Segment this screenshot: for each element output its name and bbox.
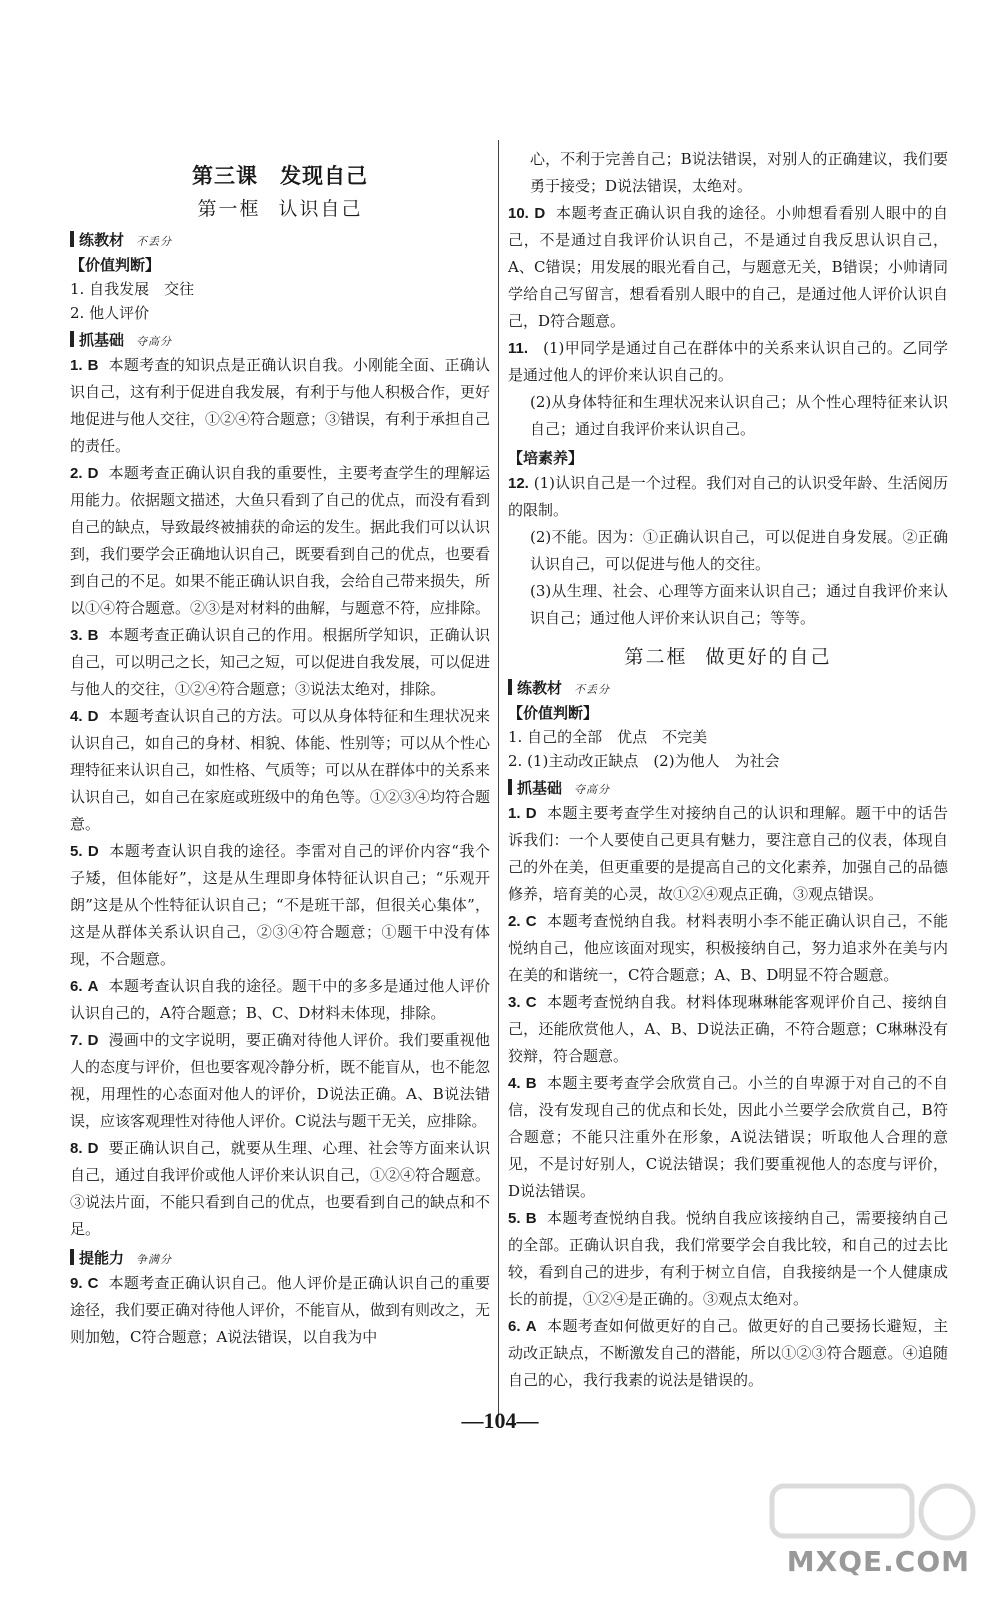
frame-1-items: [70, 352, 490, 1243]
answer-item: [508, 335, 948, 389]
answer-item: [508, 989, 948, 1070]
item-11-part-2: (2)从身体特征和生理状况来认识自己；从个性心理特征来认识自己；通过自我评价来认识自己。: [530, 393, 948, 438]
section-zhuajichu: [70, 329, 490, 350]
item-number: 3.: [508, 994, 521, 1011]
section-label: 练教材: [79, 231, 125, 249]
section-sub: 不丢分: [574, 683, 611, 696]
item-number: 4.: [70, 708, 83, 725]
frame-1-text: 认识自己: [278, 198, 363, 220]
item-number: 8.: [70, 1140, 83, 1157]
answer-item: [70, 1135, 490, 1243]
item-explanation: 要正确认识自己，就要从生理、心理、社会等方面来认识自己，通过自我评价或他人评价来认识自己，①②④符合题意。③说法片面，不能只看到自己的优点，也要看到自己的缺点和不足。: [70, 1139, 491, 1238]
item-explanation: 本题考查的知识点是正确认识自我。小刚能全面、正确认识自己，这有利于促进自我发展，有利于与他人积极合作，更好地促进与他人交往，①②④符合题意；③错误，有利于承担自己的责任。: [70, 356, 491, 455]
item-answer: A: [87, 978, 99, 995]
frame-1-right-items: [508, 200, 948, 389]
item-explanation: 本题考查认识自己的方法。可以从身体特征和生理状况来认识自己，如自己的身材、相貌、体能、性别等；可以从个性心理特征来认识自己，如性格、气质等；可以从在群体中的关系来认识自己，如自己在家庭或班级中的角色等。①②③④均符合题意。: [70, 707, 491, 833]
item-answer: D: [87, 1140, 99, 1157]
section-bar-icon: [70, 1249, 74, 1265]
frame-2-number: 第二框: [624, 646, 688, 668]
item-explanation: 本题考查正确认识自己的作用。根据所学知识，正确认识自己，可以明己之长，知己之短，可以促进自我发展，可以促进与他人的交往，①②④符合题意；③说法太绝对，排除。: [70, 626, 491, 698]
answer-item: [70, 703, 490, 838]
section-bar-icon: [508, 779, 512, 795]
item-number: 7.: [70, 1032, 83, 1049]
item-explanation: 本题考查悦纳自我。材料表明小李不能正确认识自己，不能悦纳自己，他应该面对现实，积极接纳自己，努力追求外在美与内在美的和谐统一，C符合题意；A、B、D明显不符合题意。: [508, 912, 948, 984]
item-answer: B: [87, 357, 99, 374]
answer-item: [70, 838, 490, 973]
frame-1-title: [70, 194, 490, 221]
item-number: 11.: [508, 340, 529, 357]
lesson-title-number: 第三课: [192, 163, 258, 188]
section-lianjiaocai: [70, 229, 490, 250]
f2-value-answer-2: 2. (1)主动改正缺点 (2)为他人 为社会: [508, 752, 780, 770]
item-explanation: 本题考查正确认识自我的途径。小帅想看看别人眼中的自己，不是通过自我评价认识自己，不是通过自我反思认识自己，A、C错误；用发展的眼光看自己，与题意无关，B错误；小帅请同学给自己写留言，想看看别人眼中的自己，是通过他人评价认识自己，D符合题意。: [508, 204, 948, 330]
item-number: 6.: [70, 978, 83, 995]
section-label: 练教材: [517, 679, 563, 697]
item-number: 10.: [508, 205, 529, 222]
value-judgment-heading: 【价值判断】: [70, 256, 161, 274]
section-label: 抓基础: [79, 331, 125, 349]
answer-item: [70, 622, 490, 703]
f2-value-answer-1: 1. 自己的全部 优点 不完美: [508, 728, 708, 746]
section-lianjiaocai-2: [508, 677, 948, 698]
answer-item: [508, 1070, 948, 1205]
value-answer-1: 1. 自我发展 交往: [70, 280, 195, 298]
item-9-continuation: 心，不利于完善自己；B说法错误，对别人的正确建议，我们要勇于接受；D说法错误，太绝对。: [530, 150, 948, 195]
section-sub: 争满分: [136, 1253, 173, 1266]
section-bar-icon: [70, 331, 74, 347]
item-explanation: 本题考查悦纳自我。材料体现琳琳能客观评价自己、接纳自己，还能欣赏他人，A、B、D说法正确，不符合题意；C琳琳没有狡辩，符合题意。: [508, 993, 948, 1065]
answer-item: [508, 1313, 948, 1394]
answer-item: [508, 200, 948, 335]
column-divider: [498, 140, 499, 1415]
frame-2-items: [508, 800, 948, 1394]
item-number: 1.: [70, 357, 83, 374]
item-number: 9.: [70, 1275, 83, 1292]
section-label: 提能力: [79, 1249, 125, 1267]
section-sub: 不丢分: [136, 235, 173, 248]
answer-item: [70, 973, 490, 1027]
watermark-text: MXQE.COM: [786, 1545, 970, 1578]
item-explanation: 本题考查正确认识自己。他人评价是正确认识自己的重要途径，我们要正确对待他人评价，不能盲从，做到有则改之，无则加勉，C符合题意；A说法错误，以自我为中: [70, 1274, 491, 1346]
answer-item: [508, 1205, 948, 1313]
lesson-title: [70, 160, 490, 190]
item-number: 1.: [508, 805, 521, 822]
item-answer: B: [525, 1210, 537, 1227]
answer-item: [508, 800, 948, 908]
item-number: 4.: [508, 1075, 521, 1092]
section-label: 抓基础: [517, 779, 563, 797]
item-number: 12.: [508, 475, 529, 492]
frame-1-number: 第一框: [197, 198, 261, 220]
page-number: —104—: [461, 1408, 539, 1433]
item-answer: D: [87, 708, 99, 725]
item-answer: B: [525, 1075, 537, 1092]
item-answer: D: [87, 1032, 99, 1049]
item-answer: B: [87, 627, 99, 644]
item-answer: D: [87, 843, 99, 860]
item-12-part-3: (3)从生理、社会、心理等方面来认识自己；通过自我评价来认识自己；通过他人评价来认识自己；等等。: [530, 582, 948, 627]
answer-item: [508, 908, 948, 989]
literacy-heading: 【培素养】: [508, 449, 584, 467]
section-sub: 夺高分: [574, 783, 611, 796]
item-explanation: 本题考查认识自我的途径。李雷对自己的评价内容“我个子矮，但体能好”，这是从生理即身体特征认识自己；“乐观开朗”这是从个性特征认识自己；“不是班干部，但很关心集体”，这是从群体关系认识自己，②③④符合题意；①题干中没有体现，不合题意。: [70, 842, 491, 968]
section-bar-icon: [70, 231, 74, 247]
item-explanation: 漫画中的文字说明，要正确对待他人评价。我们要重视他人的态度与评价，但也要客观冷静分析，既不能盲从，也不能忽视，用理性的心态面对他人的评价，D说法正确。A、B说法错误，应该客观理性对待他人评价。C说法与题干无关，应排除。: [70, 1031, 491, 1130]
item-number: 6.: [508, 1318, 521, 1335]
item-number: 5.: [508, 1210, 521, 1227]
lesson-title-text: 发现自己: [280, 163, 368, 188]
section-bar-icon: [508, 679, 512, 695]
answer-item-12: [508, 470, 948, 524]
item-number: 3.: [70, 627, 83, 644]
item-number: 2.: [70, 465, 83, 482]
item-explanation: 本题考查如何做更好的自己。做更好的自己要扬长避短，主动改正缺点，不断激发自己的潜能，所以①②③符合题意。④追随自己的心，我行我素的说法是错误的。: [508, 1317, 948, 1389]
item-number: 2.: [508, 913, 521, 930]
section-sub: 夺高分: [136, 335, 173, 348]
value-judgment-heading-2: 【价值判断】: [508, 704, 599, 722]
item-explanation: 本题主要考查学生对接纳自己的认识和理解。题干中的话告诉我们：一个人要使自己更具有魅力，要注意自己的仪表，体现自己的外在美，但更重要的是提高自己的文化素养，加强自己的品德修养，培育美的心灵，故①②④观点正确，③观点错误。: [508, 804, 948, 903]
answer-item: [70, 460, 490, 622]
item-explanation: 本题考查认识自我的途径。题干中的多多是通过他人评价认识自己的，A符合题意；B、C、D材料未体现，排除。: [70, 977, 490, 1022]
item-answer: A: [525, 1318, 537, 1335]
answer-item: [70, 1027, 490, 1135]
item-explanation: 本题考查正确认识自我的重要性，主要考查学生的理解运用能力。依据题文描述，大鱼只看到了自己的优点，而没有看到自己的缺点，导致最终被捕获的命运的发生。据此我们可以认识到，我们要学会正确地认识自己，既要看到自己的优点，也要看到自己的不足。如果不能正确认识自我，会给自己带来损失，所以①④符合题意。②③是对材料的曲解，与题意不符，应排除。: [70, 464, 491, 617]
answer-item-9: [70, 1270, 490, 1351]
answer-item: [70, 352, 490, 460]
item-explanation: (1)认识自己是一个过程。我们对自己的认识受年龄、生活阅历的限制。: [508, 474, 948, 519]
left-column: [70, 152, 490, 1351]
item-explanation: (1)甲同学是通过自己在群体中的关系来认识自己的。乙同学是通过他人的评价来认识自己的。: [508, 339, 948, 384]
section-tinengli: [70, 1247, 490, 1268]
item-number: 5.: [70, 843, 83, 860]
item-answer: D: [525, 805, 537, 822]
section-zhuajichu-2: [508, 777, 948, 798]
value-answer-2: 2. 他人评价: [70, 304, 150, 322]
frame-2-text: 做更好的自己: [705, 646, 832, 668]
frame-2-title: [508, 642, 948, 669]
item-answer: C: [87, 1275, 99, 1292]
item-answer: D: [87, 465, 99, 482]
item-explanation: 本题考查悦纳自我。悦纳自我应该接纳自己，需要接纳自己的全部。正确认识自我，我们常要学会自我比较，和自己的过去比较，看到自己的进步，有利于树立自信，自我接纳是一个人健康成长的前提，①②④是正确的。③观点太绝对。: [508, 1209, 948, 1308]
item-explanation: 本题主要考查学会欣赏自己。小兰的自卑源于对自己的不自信，没有发现自己的优点和长处，因此小兰要学会欣赏自己，B符合题意；不能只注重外在形象，A说法错误；听取他人合理的意见，不是讨好别人，C说法错误；我们要重视他人的态度与评价，D说法错误。: [508, 1074, 948, 1200]
item-answer: C: [525, 994, 537, 1011]
item-12-part-2: (2)不能。因为：①正确认识自己，可以促进自身发展。②正确认识自己，可以促进与他人的交往。: [530, 528, 948, 573]
right-column: [508, 146, 948, 1394]
item-answer: C: [525, 913, 537, 930]
item-answer: D: [534, 205, 546, 222]
